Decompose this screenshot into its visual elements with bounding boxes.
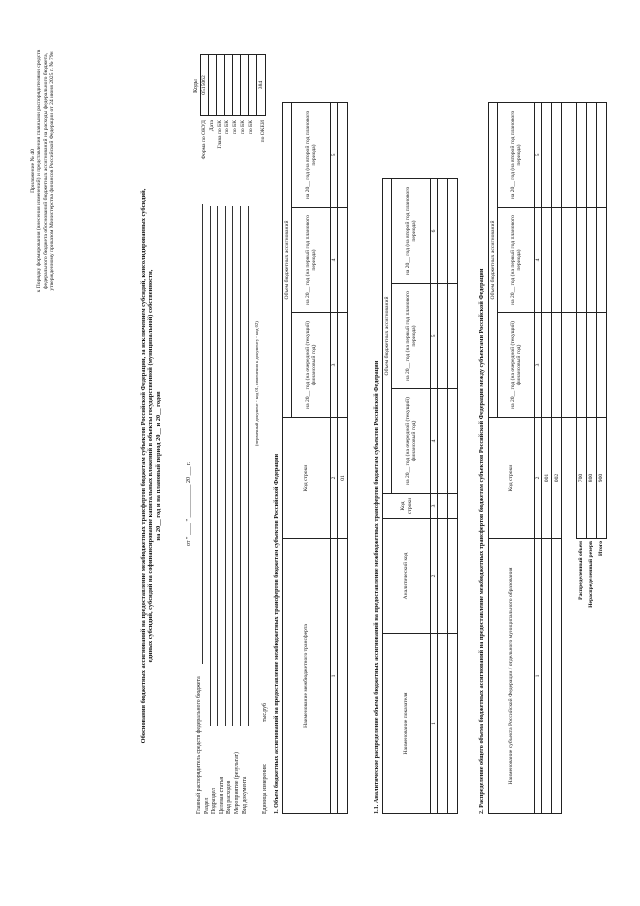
col-year-1: на 20__ год (на очередной (текущий) финансовый год) [292,313,331,418]
field-label: Целевая статья [218,776,225,814]
col-year-2: на 20__ год (на первый год планового периода) [498,208,535,313]
col-year-2: на 20__ год (на первый год планового периода) [292,208,331,313]
table-cell [448,389,458,494]
field-line [202,204,203,664]
field-row [226,676,234,814]
field-row [219,676,227,814]
col-year-3: на 20__ год (на второй год планового периода) [392,179,431,284]
table-cell [596,103,606,208]
appendix-number: Приложение № 40 [30,149,36,193]
code-label: Дата [208,120,215,132]
col-name: Наименование межбюджетного трансферта [283,539,331,814]
section-1-1-title: 1.1. Аналитическое распределение объема бюджетных ассигнований на предоставление межбюджетных трансфертов бюджетам субъектов Российской Федерации [373,360,380,814]
table-cell [576,208,586,313]
summary-label: Распределенный объем [578,541,585,600]
table-cell [448,634,458,814]
field-line [232,206,233,726]
field-label: Главный распорядитель средств федерального бюджета [196,676,202,814]
col-group: Объем бюджетных ассигнований [383,179,392,494]
table-cell [562,103,577,208]
title-line-1: Обоснования бюджетных ассигнований на предоставление межбюджетных трансфертов бюджетам субъектов Российской Федерации, за исключением субсидий, консолидированных субсидий, [140,188,147,744]
approval-block [30,36,56,306]
code-label: Форма по ОКУД [201,120,207,160]
section-1-title: 1. Объем бюджетных ассигнований на предоставление межбюджетных трансфертов бюджетам субъектов Российской Федерации [273,453,280,814]
code-cell-date [209,55,217,116]
field-label: Вид расходов [226,780,233,814]
field-line [248,206,249,726]
col-analytic-code: Аналитический код [383,519,431,634]
table-cell [448,179,458,284]
col-year-3: на 20__ год (на второй год планового периода) [292,103,331,208]
document-type-hint: (первичный документ - код 01, изменения к документу - код 02) [254,321,259,446]
table-cell [596,313,606,418]
summary-label: Нераспределенный резерв [588,541,595,608]
field-line [210,206,211,726]
table-cell [438,634,448,814]
code-cell-bk [241,55,249,116]
table-spacer [562,539,577,814]
table-cell [448,494,458,519]
table-cell [438,284,448,389]
document-title [140,106,162,826]
section-1-1-table [382,178,458,814]
code-labels [201,120,256,206]
field-label: Раздел [203,797,210,814]
col-number: 1 [431,634,438,814]
field-line [225,206,226,726]
field-line [217,206,218,726]
table-cell [552,313,562,418]
section-2-title: 2. Распределение общего объема бюджетных ассигнований на предоставление межбюджетных трансфертов бюджетам субъектов Российской Федерации между субъектами Российской Федерации [478,268,485,814]
table-cell [438,179,448,284]
title-line-2: единых субсидий, субсидий на софинансирование капитальных вложений в объекты государственной (муниципальной) собственности, [147,269,155,663]
table-cell [438,494,448,519]
table-cell [438,519,448,634]
code-label: Глава по БК [216,120,223,149]
table-cell [552,208,562,313]
table-cell [552,103,562,208]
col-group: Объем бюджетных ассигнований [283,103,292,418]
col-number: 4 [331,208,338,313]
field-row [234,676,242,814]
table-cell [562,208,577,313]
table-cell [586,208,596,313]
table-cell [552,539,562,814]
table-cell [586,103,596,208]
code-label: по БК [232,120,239,135]
document-date: от " ____ " ___________ 20 ___ г. [186,461,192,546]
field-label: Мероприятие (результат) [233,752,240,814]
col-number: 1 [331,539,338,814]
field-row [204,676,212,814]
col-name: Наименование субъекта Российской Федерации / отдельного муниципального образования [489,539,535,814]
code-cell-bk [233,55,241,116]
col-number: 4 [431,389,438,494]
col-number: 5 [431,284,438,389]
row-code: 01 [338,418,348,539]
table-spacer [562,418,577,539]
col-year-3: на 20__ год (на второй год планового периода) [498,103,535,208]
col-number: 1 [535,539,542,814]
unit-value: тыс.руб [262,703,268,723]
summary-label: Итого [598,541,605,557]
table-cell [338,208,348,313]
col-number: 2 [331,418,338,539]
section-2-table [488,102,607,814]
table-cell [542,208,552,313]
field-line [240,206,241,726]
col-code: Код строки [489,418,535,539]
field-label: Вид документа [241,776,248,814]
col-code: Код строки [383,494,431,519]
okei-label: по ОКЕИ [260,120,266,143]
table-cell [448,284,458,389]
table-cell [448,519,458,634]
code-label: по БК [247,120,254,135]
unit-label: Единица измерения: [262,763,268,814]
table-cell [542,103,552,208]
field-row [196,676,204,814]
table-cell [338,103,348,208]
summary-code: 900 [596,418,606,539]
okei-table [256,54,266,116]
code-cell-bk [225,55,233,116]
field-label: Подраздел [211,788,218,814]
col-code: Код строки [283,418,331,539]
approval-text: к Порядку формирования (внесения изменений) и представления главными распорядителями средств федерального бюджета обоснований бюджетных ассигнований на расходы федерального бюджета, утвержденному приказом Министерства финансов Российской Федерации от 24 июня 2025 г. № 79н [36,49,56,293]
codes-table [200,54,257,116]
table-cell [576,103,586,208]
table-cell [438,389,448,494]
col-number: 4 [535,208,542,313]
col-group: Объем бюджетных ассигнований [489,103,498,418]
col-number: 2 [535,418,542,539]
codes-header: Коды [193,79,199,93]
table-cell [338,539,348,814]
summary-code: 700 [576,418,586,539]
col-number: 2 [431,519,438,634]
okei-value: 384 [257,55,266,116]
summary-code: 800 [586,418,596,539]
col-year-1: на 20__ год (на очередной (текущий) финансовый год) [498,313,535,418]
col-number: 5 [535,103,542,208]
table-cell [338,313,348,418]
header-fields [196,676,249,814]
section-1-table [282,102,348,814]
table-cell [586,313,596,418]
unit-of-measure [262,703,269,814]
code-cell-okud: 0515062 [201,55,209,116]
table-cell [596,208,606,313]
code-cell-glava [217,55,225,116]
field-row [242,676,250,814]
col-number: 3 [431,494,438,519]
table-cell [542,539,552,814]
row-code: 001 [542,418,552,539]
table-cell [542,313,552,418]
table-cell [562,313,577,418]
table-cell [576,313,586,418]
col-year-2: на 20__ год (на первый год планового периода) [392,284,431,389]
col-number: 5 [331,103,338,208]
code-label: по БК [224,120,231,135]
col-number: 6 [431,179,438,284]
title-line-3: на 20__ год и на плановый период 20__ и 20__ годов [154,391,162,541]
col-number: 3 [331,313,338,418]
field-row [211,676,219,814]
row-code: 002 [552,418,562,539]
col-name: Наименование показателя [383,634,431,814]
code-label: по БК [239,120,246,135]
col-number: 3 [535,313,542,418]
col-year-1: на 20__ год (на очередной (текущий) финансовый год) [392,389,431,494]
